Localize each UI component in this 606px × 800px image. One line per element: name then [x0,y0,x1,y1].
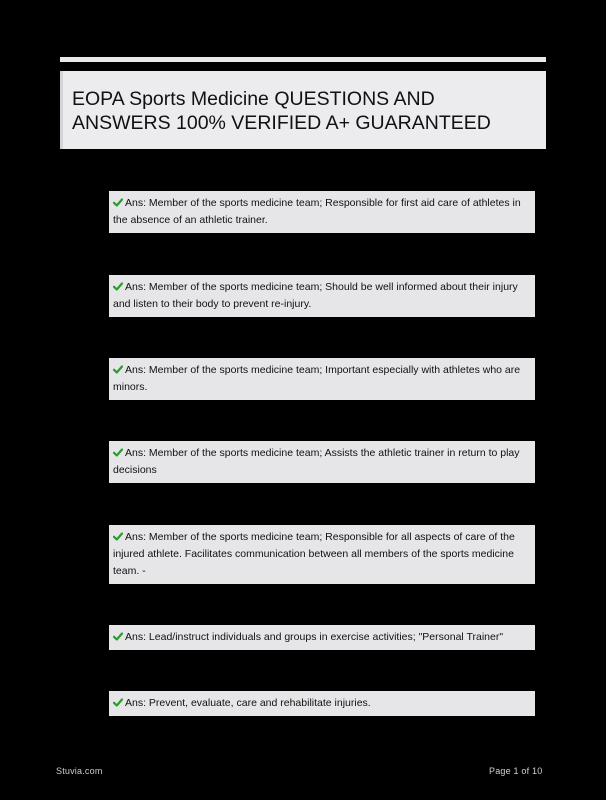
footer-page-number: Page 1 of 10 [489,766,543,776]
check-icon [113,198,123,207]
answer-box [109,191,535,233]
answer-text: Ans: Member of the sports medicine team; Should be well informed about their injury and listen to their body to prevent re-injury. [113,281,518,310]
answer-box [109,525,535,584]
check-icon [113,698,123,707]
answer-text: Ans: Member of the sports medicine team; Responsible for all aspects of care of the injured athlete. Facilitates communication between all members of the sports medicine team. - [113,531,515,577]
check-icon [113,282,123,291]
answer-text: Ans: Member of the sports medicine team; Responsible for first aid care of athletes in the absence of an athletic trainer. [113,197,521,226]
answer-text: Ans: Member of the sports medicine team; Important especially with athletes who are minors. [113,364,521,393]
title-box [60,71,546,149]
answer-box [109,625,535,650]
answer-text: Ans: Member of the sports medicine team; Assists the athletic trainer in return to play decisions [113,447,520,476]
top-divider [60,57,546,62]
answer-text: Ans: Lead/instruct individuals and groups in exercise activities; "Personal Trainer" [125,631,504,643]
check-icon [113,448,123,457]
answer-box [109,358,535,400]
check-icon [113,365,123,374]
footer-site-name: Stuvia.com [56,766,103,776]
document-title: EOPA Sports Medicine QUESTIONS AND ANSWERS 100% VERIFIED A+ GUARANTEED [72,88,491,134]
answer-text: Ans: Prevent, evaluate, care and rehabilitate injuries. [125,697,371,709]
answer-box [109,691,535,716]
check-icon [113,632,123,641]
answer-box [109,275,535,317]
answer-box [109,441,535,483]
check-icon [113,532,123,541]
